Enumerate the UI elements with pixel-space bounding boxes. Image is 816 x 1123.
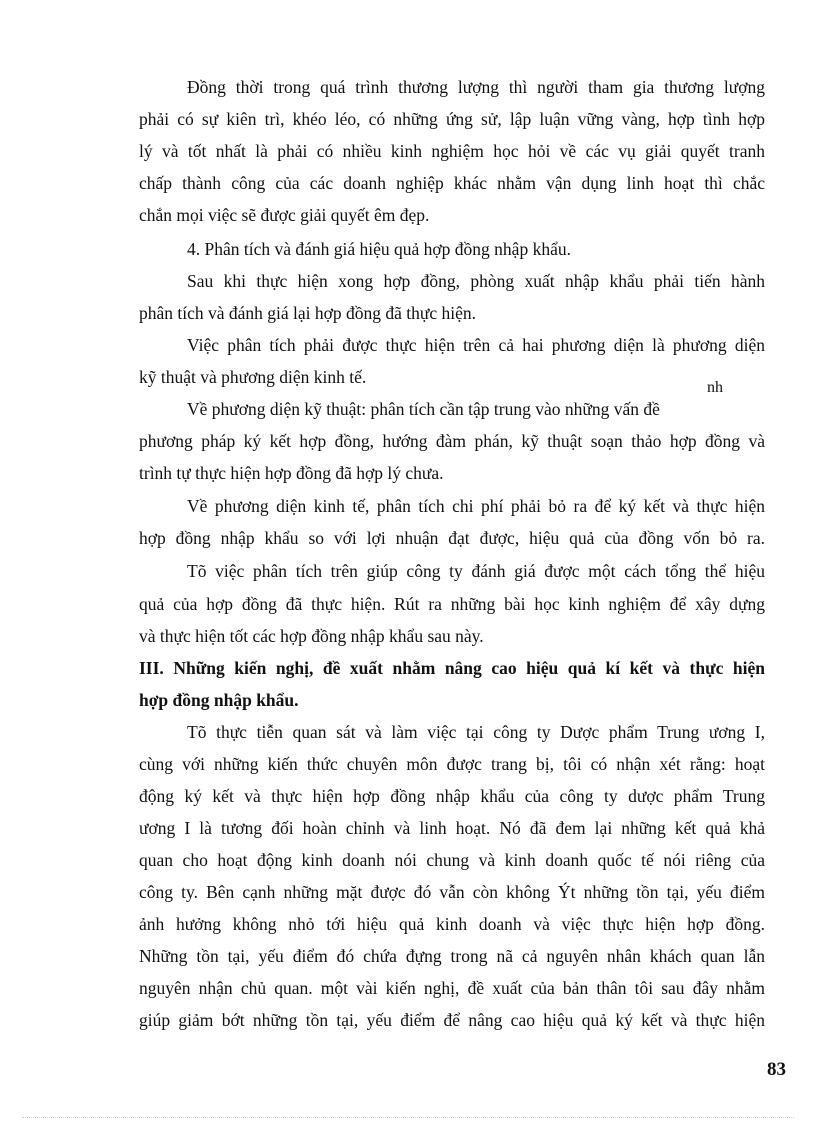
text-line: quả của hợp đồng đã thực hiện. Rút ra những bài học kinh nghiệm để xây dựng: [139, 594, 765, 614]
text-line: nguyên nhận chủ quan. một vài kiến nghị, đề xuất của bản thân tôi sau đây nhằm: [139, 978, 765, 998]
text-line: Đồng thời trong quá trình thương lượng thì người tham gia thương lượng: [187, 77, 765, 97]
text-line: Sau khi thực hiện xong hợp đồng, phòng xuất nhập khẩu phải tiến hành: [187, 271, 765, 291]
text-line: Tõ thực tiễn quan sát và làm việc tại công ty Dược phẩm Trung ương I,: [187, 722, 765, 742]
text-line: phân tích và đánh giá lại hợp đồng đã thực hiện.: [139, 303, 477, 323]
text-line: Những tồn tại, yếu điểm đó chứa đựng trong nã cả nguyên nhân khách quan lẫn: [139, 946, 765, 966]
section-heading: 4. Phân tích và đánh giá hiệu quả hợp đồng nhập khẩu.: [187, 239, 571, 259]
text-line: lý và tốt nhất là phải có nhiều kinh nghiệm học hỏi về các vụ giải quyết tranh: [139, 141, 765, 161]
text-line: chắn mọi việc sẽ được giải quyết êm đẹp.: [139, 205, 430, 225]
text-line: kỹ thuật và phương diện kinh tế.: [139, 367, 367, 387]
section-heading: hợp đồng nhập khẩu.: [139, 690, 299, 710]
text-line: công ty. Bên cạnh những mặt được đó vẫn còn không Ýt những tồn tại, yếu điểm: [139, 882, 765, 902]
text-line: quan cho hoạt động kinh doanh nói chung và kinh doanh quốc tế nói riêng của: [139, 850, 765, 870]
text-line: giúp giảm bớt những tồn tại, yếu điểm để nâng cao hiệu quả ký kết và thực hiện: [139, 1010, 765, 1030]
text-fragment: nh: [707, 379, 723, 396]
text-line: trình tự thực hiện hợp đồng đã hợp lý chưa.: [139, 463, 444, 483]
page-number: 83: [767, 1059, 786, 1080]
text-line: Việc phân tích phải được thực hiện trên cả hai phương diện là phương diện: [187, 335, 765, 355]
text-line: động ký kết và thực hiện hợp đồng nhập khẩu của công ty dược phẩm Trung: [139, 786, 765, 806]
text-line: cùng với những kiến thức chuyên môn được trang bị, tôi có nhận xét rằng: hoạt: [139, 754, 765, 774]
text-line: ương I là tương đối hoàn chỉnh và linh hoạt. Nó đã đem lại những kết quả khả: [139, 818, 765, 838]
section-heading: III. Những kiến nghị, đề xuất nhằm nâng cao hiệu quả kí kết và thực hiện: [139, 658, 765, 678]
text-line: chấp thành công của các doanh nghiệp khác nhằm vận dụng linh hoạt thì chắc: [139, 173, 765, 193]
text-line: Về phương diện kỹ thuật: phân tích cần tập trung vào những vấn đề: [187, 399, 660, 419]
text-line: hợp đồng nhập khẩu so với lợi nhuận đạt được, hiệu quả của đồng vốn bỏ ra.: [139, 528, 765, 548]
text-line: ảnh hưởng không nhỏ tới hiệu quả kinh doanh và việc thực hiện hợp đồng.: [139, 914, 765, 934]
text-line: Về phương diện kinh tế, phân tích chi phí phải bỏ ra để ký kết và thực hiện: [187, 496, 765, 516]
text-line: Tõ việc phân tích trên giúp công ty đánh giá được một cách tổng thể hiệu: [187, 561, 765, 581]
page-bottom-divider: [22, 1117, 794, 1118]
text-line: và thực hiện tốt các hợp đồng nhập khẩu sau này.: [139, 626, 484, 646]
text-line: phương pháp ký kết hợp đồng, hướng đàm phán, kỹ thuật soạn thảo hợp đồng và: [139, 431, 765, 451]
text-line: phải có sự kiên trì, khéo léo, có những ứng sử, lập luận vững vàng, hợp tình hợp: [139, 109, 765, 129]
